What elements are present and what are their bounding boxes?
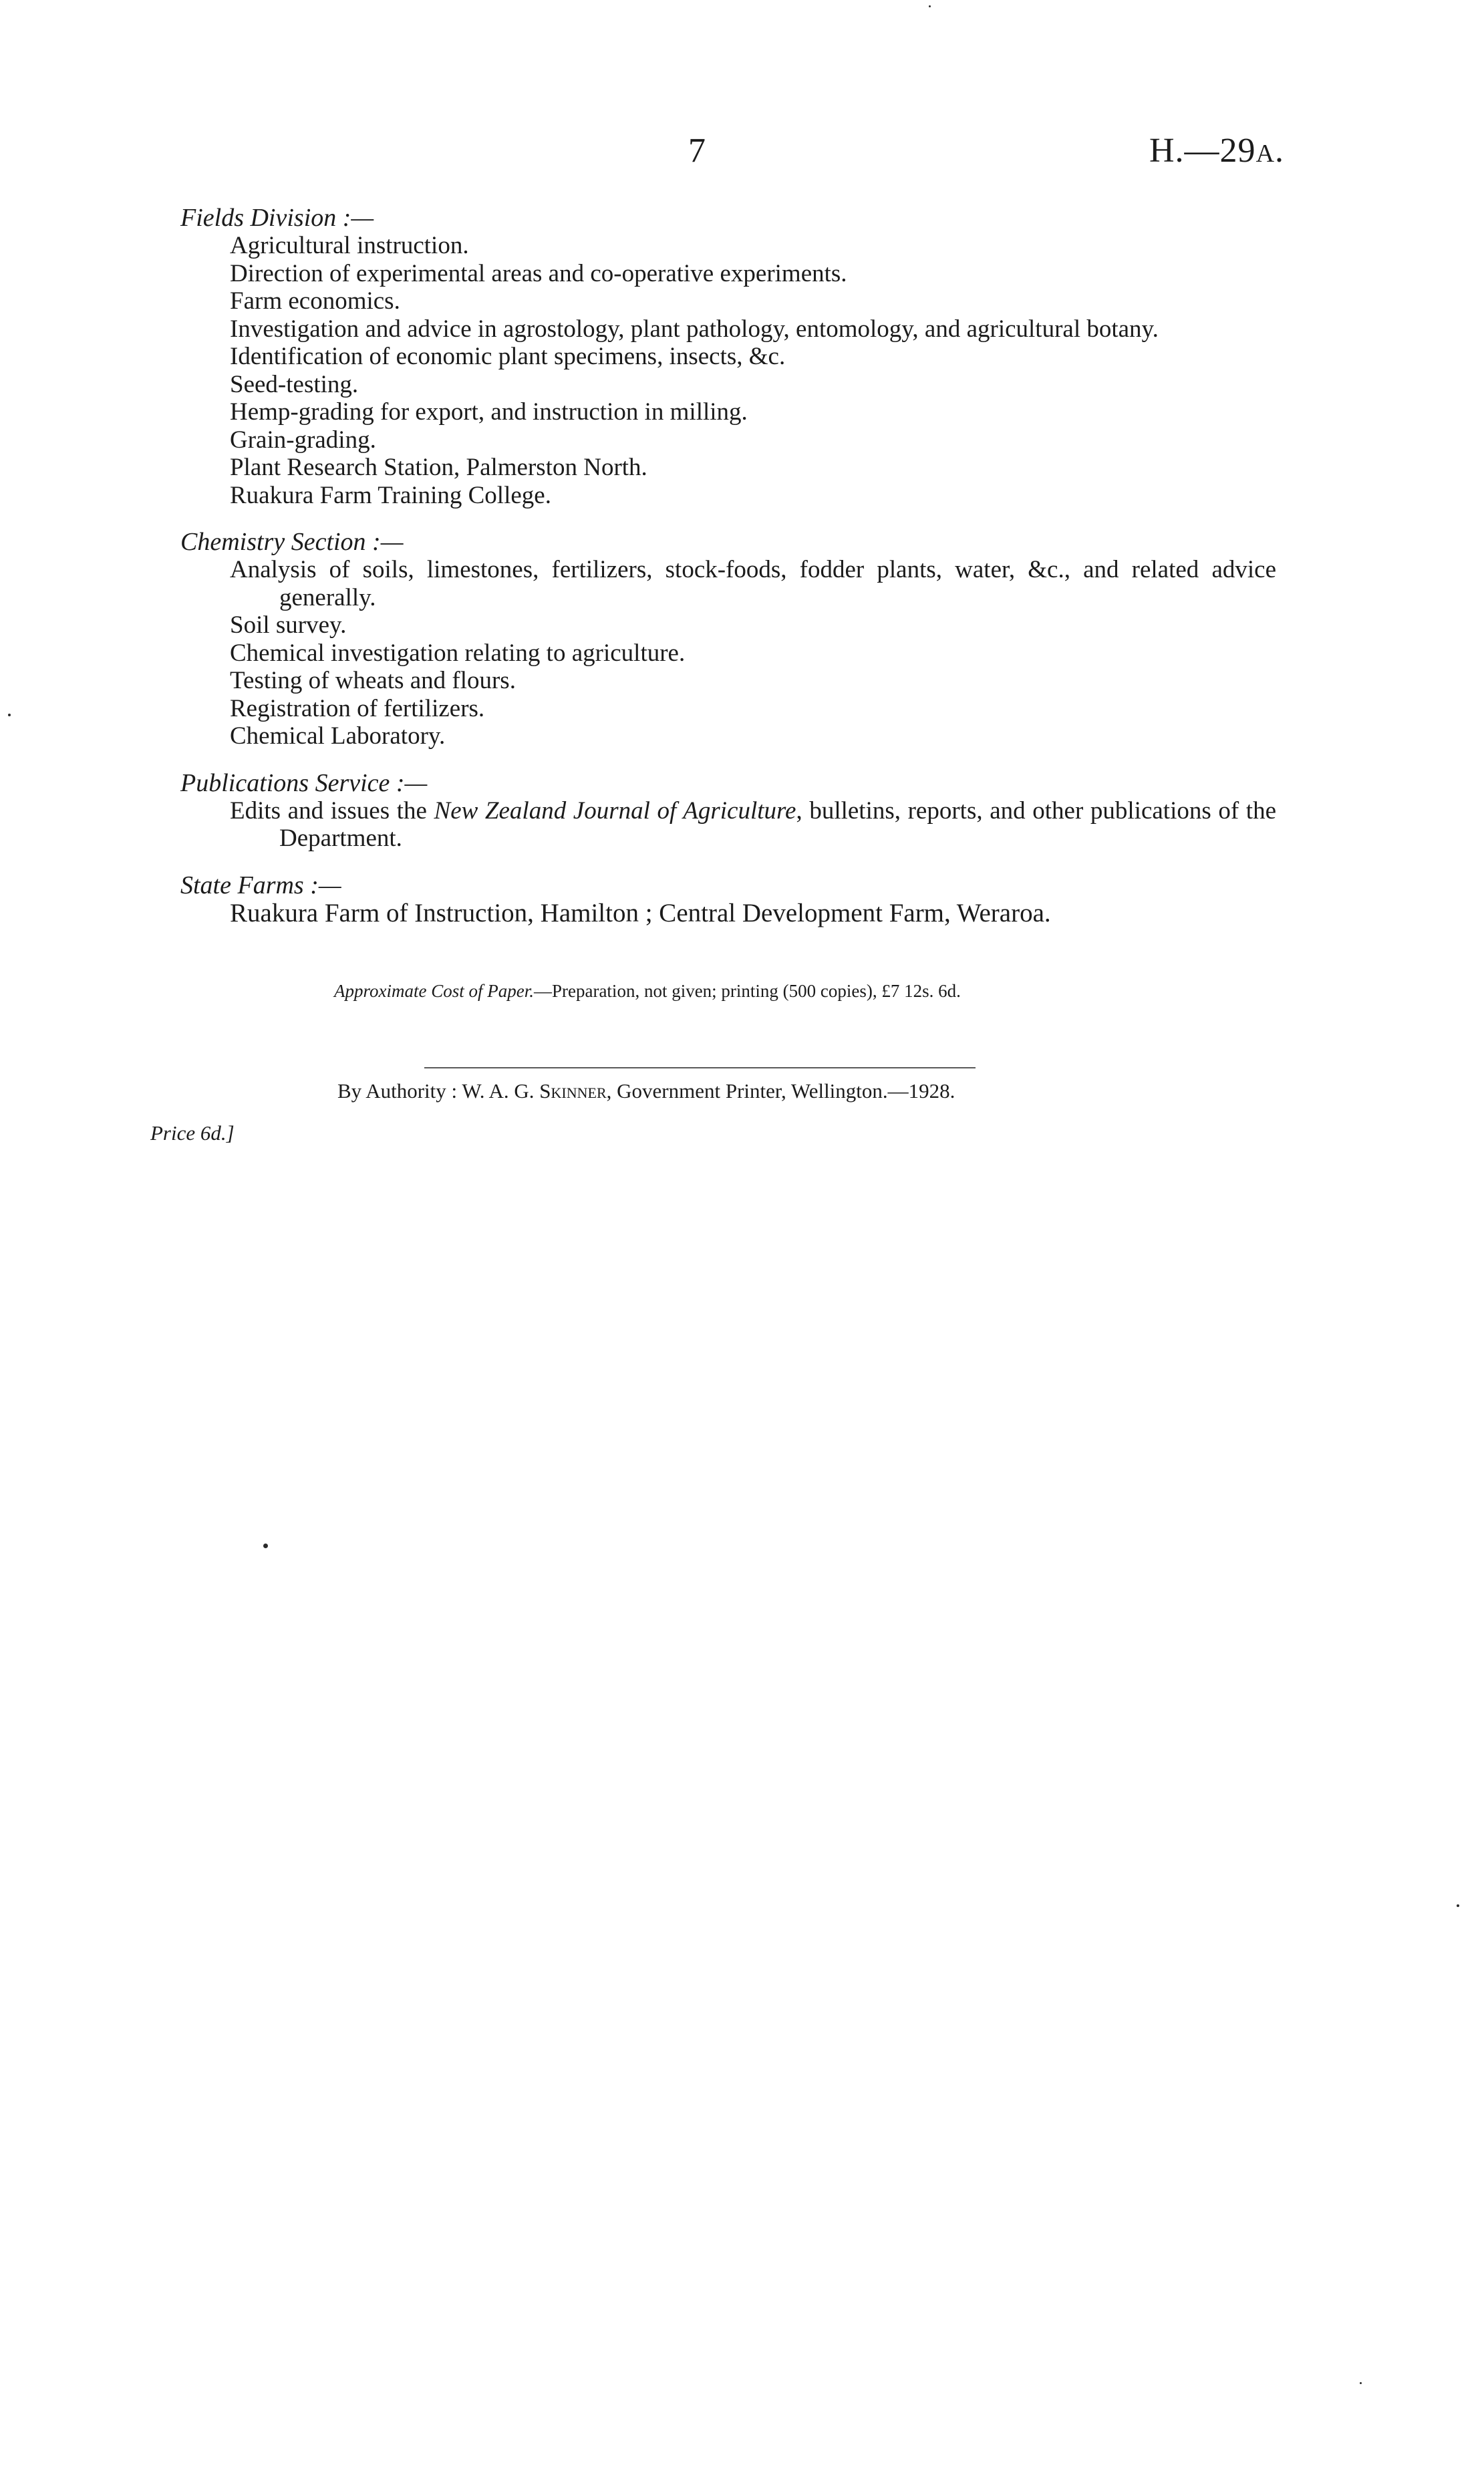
list-item: Seed-testing. xyxy=(230,370,359,398)
list-item: Farm economics. xyxy=(230,287,400,315)
approximate-cost-note xyxy=(334,982,961,1000)
list-item: Grain-grading. xyxy=(230,426,376,454)
authority-text-post: , Government Printer, Wellington.—1928. xyxy=(606,1079,955,1103)
list-item: Direction of experimental areas and co-operative experiments. xyxy=(230,259,847,287)
publications-service-heading: Publications Service :— xyxy=(180,768,428,797)
scan-speck xyxy=(263,1544,268,1548)
approximate-cost-text: —Preparation, not given; printing (500 copies), £7 12s. 6d. xyxy=(533,981,961,1001)
publications-text-pre: Edits and issues the xyxy=(230,796,434,825)
fields-division-section xyxy=(180,204,1276,509)
list-item: Soil survey. xyxy=(230,611,347,639)
price-note: Price 6d.] xyxy=(150,1121,235,1145)
page-number: 7 xyxy=(688,132,706,170)
state-farms-heading: State Farms :— xyxy=(180,871,341,899)
publications-service-list xyxy=(180,797,1276,853)
divider-rule xyxy=(424,1067,976,1068)
scan-speck xyxy=(929,5,931,7)
list-item: Registration of fertilizers. xyxy=(230,694,485,722)
state-farms-section xyxy=(180,871,1276,927)
document-reference-main: H.—29 xyxy=(1149,132,1256,170)
document-reference xyxy=(1149,134,1284,168)
document-reference-period: . xyxy=(1275,132,1285,170)
scan-speck xyxy=(1360,2382,1362,2384)
list-item: Ruakura Farm Training College. xyxy=(230,481,551,509)
list-item: Ruakura Farm of Instruction, Hamilton ; Central Development Farm, Weraroa. xyxy=(230,898,1051,927)
printer-name: Skinner xyxy=(539,1079,607,1103)
list-item: Analysis of soils, limestones, fertilizers, stock-foods, fodder plants, water, &c., and related advice generally. xyxy=(230,556,1276,611)
publications-text-post: , bulletins, reports, and other publications of the Department. xyxy=(279,796,1276,852)
list-item xyxy=(230,797,1276,853)
list-item: Hemp-grading for export, and instruction in milling. xyxy=(230,398,748,426)
chemistry-section xyxy=(180,528,1276,750)
list-item: Plant Research Station, Palmerston North. xyxy=(230,454,647,481)
approximate-cost-label: Approximate Cost of Paper. xyxy=(334,981,534,1001)
fields-division-list xyxy=(180,232,1276,509)
state-farms-list xyxy=(180,899,1276,927)
authority-line xyxy=(337,1080,955,1101)
list-item: Investigation and advice in agrostology, plant pathology, entomology, and agricultural botany. xyxy=(230,315,1159,343)
main-content xyxy=(180,204,1276,945)
chemistry-section-heading: Chemistry Section :— xyxy=(180,528,404,556)
scan-speck xyxy=(1457,1904,1459,1907)
list-item: Identification of economic plant specimens, insects, &c. xyxy=(230,343,786,370)
list-item: Chemical investigation relating to agriculture. xyxy=(230,639,686,667)
list-item: Agricultural instruction. xyxy=(230,232,469,259)
chemistry-section-list xyxy=(180,556,1276,750)
list-item: Chemical Laboratory. xyxy=(230,722,446,750)
fields-division-heading: Fields Division :— xyxy=(180,204,374,232)
list-item: Testing of wheats and flours. xyxy=(230,667,516,694)
journal-title: New Zealand Journal of Agriculture xyxy=(434,796,796,825)
authority-text-pre: By Authority : W. A. G. xyxy=(337,1079,540,1103)
publications-service-section xyxy=(180,769,1276,853)
document-reference-suffix: A xyxy=(1255,140,1276,168)
scan-speck xyxy=(8,714,11,716)
